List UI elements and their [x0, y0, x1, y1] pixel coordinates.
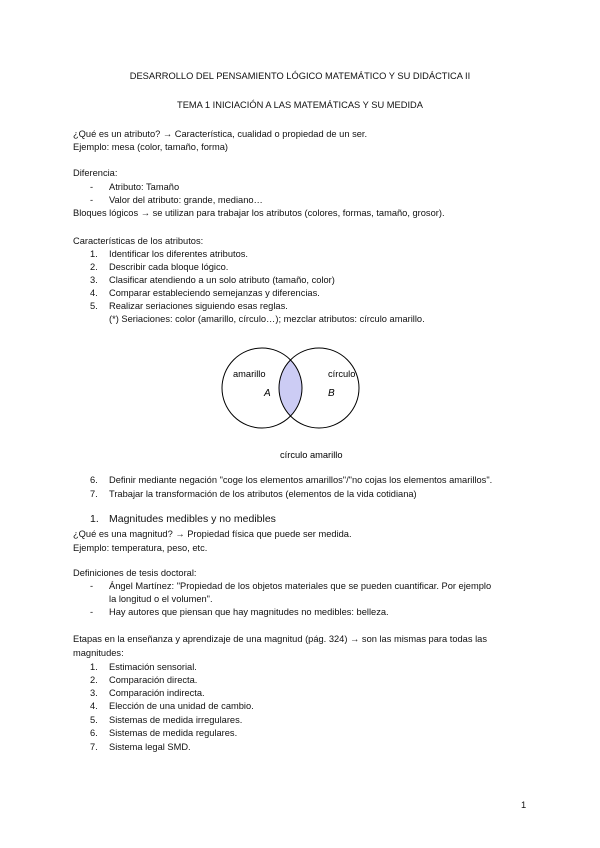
atributo-question: ¿Qué es un atributo? → Característica, cualidad o propiedad de un ser. [73, 129, 368, 139]
list-item-text: Comparación directa. [109, 675, 198, 685]
list-item-text: Clasificar atendiendo a un solo atributo (tamaño, color) [109, 275, 335, 285]
bullet-dash: - [90, 182, 94, 192]
list-number: 5. [90, 715, 98, 725]
seriaciones-note: (*) Seriaciones: color (amarillo, círculo…); mezclar atributos: círculo amarillo. [109, 314, 425, 324]
list-item-text: Comparación indirecta. [109, 688, 205, 698]
etapas-intro: Etapas en la enseñanza y aprendizaje de una magnitud (pág. 324) → son las mismas para todas las [73, 634, 487, 644]
list-number: 1. [90, 249, 98, 259]
section-title: Magnitudes medibles y no medibles [109, 513, 276, 525]
definiciones-heading: Definiciones de tesis doctoral: [73, 568, 197, 578]
magnitud-question: ¿Qué es una magnitud? → Propiedad física que puede ser medida. [73, 529, 352, 539]
list-item-text: Estimación sensorial. [109, 662, 197, 672]
list-item-text: Sistemas de medida regulares. [109, 728, 238, 738]
magnitud-example: Ejemplo: temperatura, peso, etc. [73, 543, 208, 553]
etapas-intro-continuation: magnitudes: [73, 648, 124, 658]
list-item-text: Atributo: Tamaño [109, 182, 180, 192]
list-item-text: Valor del atributo: grande, mediano… [109, 195, 263, 205]
list-number: 4. [90, 701, 98, 711]
bloques-logicos-text: Bloques lógicos → se utilizan para trabajar los atributos (colores, formas, tamaño, grosor). [73, 208, 445, 218]
list-number: 3. [90, 688, 98, 698]
venn-caption: círculo amarillo [280, 450, 343, 460]
venn-set-b: B [328, 388, 335, 399]
atributo-example: Ejemplo: mesa (color, tamaño, forma) [73, 142, 229, 152]
list-number: 2. [90, 262, 98, 272]
page-number: 1 [521, 800, 527, 810]
list-number: 6. [90, 728, 98, 738]
caracteristicas-heading: Características de los atributos: [73, 236, 204, 246]
list-item-text: Hay autores que piensan que hay magnitudes no medibles: belleza. [109, 607, 389, 617]
list-item-text: Elección de una unidad de cambio. [109, 701, 254, 711]
list-item-text: Ángel Martínez: "Propiedad de los objetos materiales que se pueden cuantificar. Por ejemplo [109, 581, 492, 591]
document-title: DESARROLLO DEL PENSAMIENTO LÓGICO MATEMÁTICO Y SU DIDÁCTICA II [129, 71, 471, 81]
list-number: 7. [90, 489, 98, 499]
section-number: 1. [90, 513, 99, 525]
list-number: 2. [90, 675, 98, 685]
list-number: 5. [90, 301, 98, 311]
list-item-text: Definir mediante negación "coge los elementos amarillos"/"no cojas los elementos amarillos". [109, 475, 493, 485]
list-item-text: Comparar estableciendo semejanzas y diferencias. [109, 288, 320, 298]
list-number: 3. [90, 275, 98, 285]
list-item-text: Identificar los diferentes atributos. [109, 249, 249, 259]
list-number: 7. [90, 742, 98, 752]
venn-set-a: A [264, 388, 271, 399]
document-subtitle: TEMA 1 INICIACIÓN A LAS MATEMÁTICAS Y SU MEDIDA [177, 100, 423, 110]
list-item-text: Trabajar la transformación de los atributos (elementos de la vida cotidiana) [109, 489, 417, 499]
list-item-text: Describir cada bloque lógico. [109, 262, 229, 272]
list-item-text: Sistemas de medida irregulares. [109, 715, 243, 725]
list-item-text: Realizar seriaciones siguiendo esas reglas. [109, 301, 288, 311]
bullet-dash: - [90, 581, 94, 591]
list-item-text: Sistema legal SMD. [109, 742, 191, 752]
bullet-dash: - [90, 195, 94, 205]
list-number: 4. [90, 288, 98, 298]
venn-label-amarillo: amarillo [233, 369, 266, 379]
list-number: 6. [90, 475, 98, 485]
diferencia-heading: Diferencia: [73, 168, 118, 178]
bullet-dash: - [90, 607, 94, 617]
venn-label-circulo: círculo [328, 369, 356, 379]
list-item-continuation: la longitud o el volumen". [109, 594, 213, 604]
venn-diagram [210, 332, 390, 462]
list-number: 1. [90, 662, 98, 672]
